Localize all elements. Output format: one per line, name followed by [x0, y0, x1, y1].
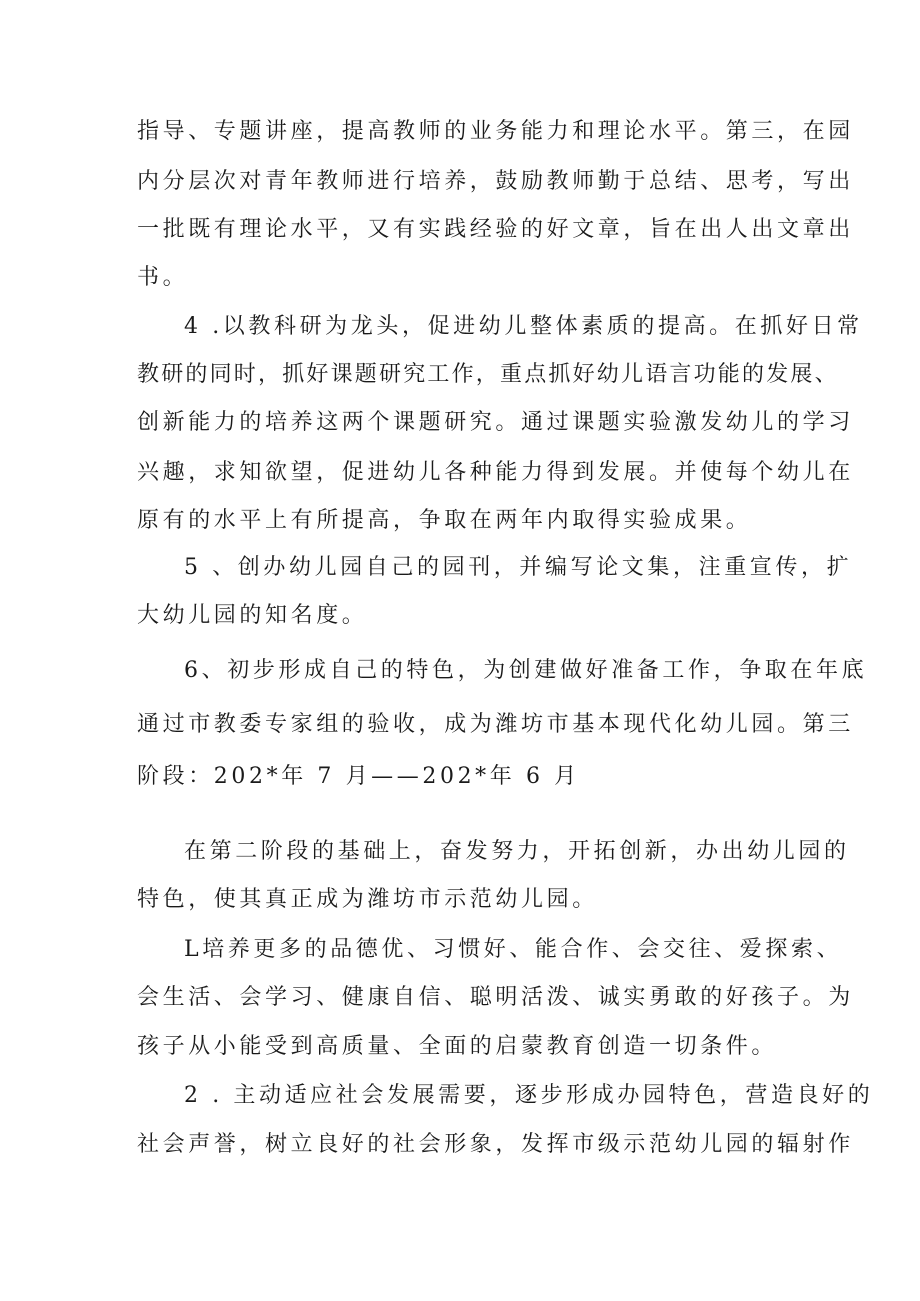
text-line: 创新能力的培养这两个课题研究。通过课题实验激发幼儿的学习 — [137, 410, 854, 435]
text-line: L培养更多的品德优、习惯好、能合作、会交往、爱探索、 — [184, 937, 843, 962]
text-line: 特色，使其真正成为潍坊市示范幼儿园。 — [137, 887, 598, 912]
text-line: 阶段：202*年 7 月——202*年 6 月 — [137, 764, 580, 789]
text-line: 原有的水平上有所提高，争取在两年内取得实验成果。 — [137, 508, 752, 533]
text-line: 社会声誉，树立良好的社会形象，发挥市级示范幼儿园的辐射作 — [137, 1132, 854, 1157]
text-line: 一批既有理论水平，又有实践经验的好文章，旨在出人出文章出 — [137, 217, 854, 242]
text-line: 内分层次对青年教师进行培养，鼓励教师勤于总结、思考，写出 — [137, 169, 854, 194]
text-line: 孩子从小能受到高质量、全面的启蒙教育创造一切条件。 — [137, 1034, 778, 1059]
text-line: 6、初步形成自己的特色，为创建做好准备工作，争取在年底 — [184, 658, 868, 683]
text-line: 会生活、会学习、健康自信、聪明活泼、诚实勇敢的好孩子。为 — [137, 985, 854, 1010]
text-line: 兴趣，求知欲望，促进幼儿各种能力得到发展。并使每个幼儿在 — [137, 460, 854, 485]
text-line: 书。 — [137, 265, 189, 290]
text-line: 通过市教委专家组的验收，成为潍坊市基本现代化幼儿园。第三 — [137, 712, 854, 737]
text-line: 教研的同时，抓好课题研究工作，重点抓好幼儿语言功能的发展、 — [137, 362, 839, 387]
text-line: 2 . 主动适应社会发展需要，逐步形成办园特色，营造良好的 — [184, 1083, 874, 1108]
text-line: 在第二阶段的基础上，奋发努力，开拓创新，办出幼儿园的 — [184, 839, 850, 864]
text-line: 大幼儿园的知名度。 — [137, 603, 368, 628]
text-line: 5 、创办幼儿园自己的园刊，并编写论文集，注重宣传，扩 — [184, 555, 853, 580]
text-line: 指导、专题讲座，提高教师的业务能力和理论水平。第三，在园 — [137, 119, 854, 144]
text-line: 4 .以教科研为龙头，促进幼儿整体素质的提高。在抓好日常 — [184, 314, 863, 339]
